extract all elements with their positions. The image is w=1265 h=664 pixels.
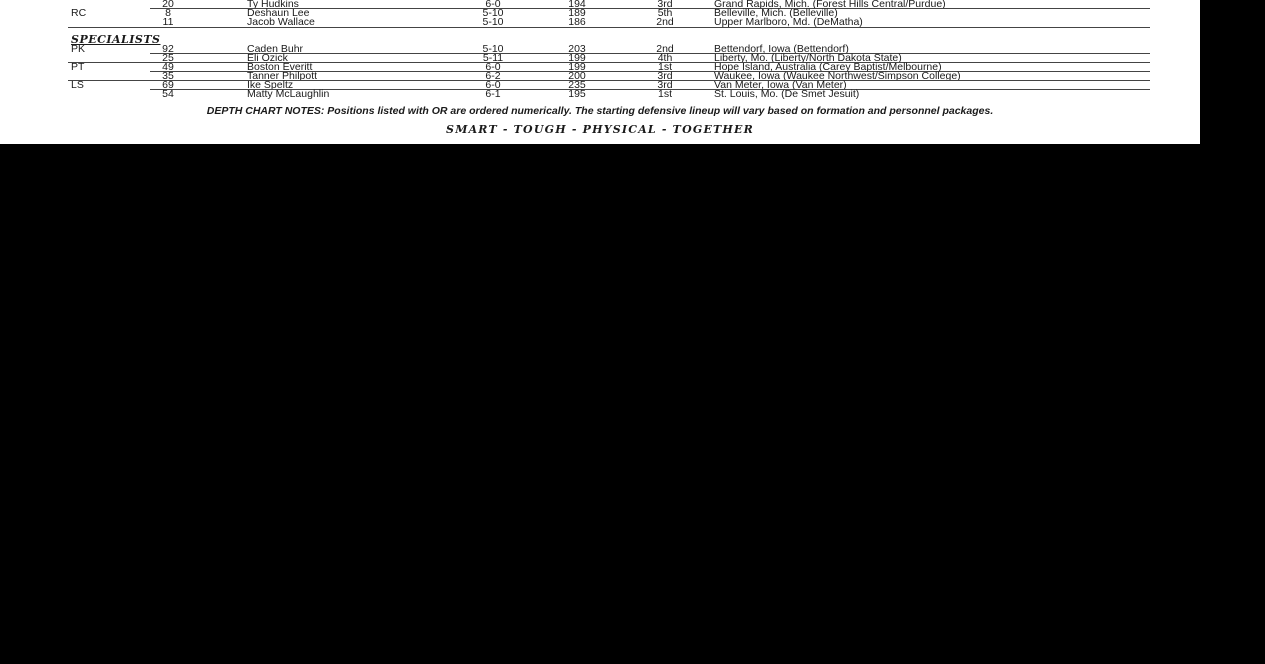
number-cell: 49 <box>162 61 174 73</box>
team-motto: SMART - TOUGH - PHYSICAL - TOGETHER <box>446 123 754 136</box>
player-name-cell: Ike Speltz <box>247 79 294 91</box>
player-name-cell: Ty Hudkins <box>247 0 299 10</box>
weight-cell: 195 <box>568 88 586 100</box>
class-cell: 1st <box>657 88 672 100</box>
player-name-cell: Boston Everitt <box>247 61 313 73</box>
height-cell: 6-1 <box>485 88 501 100</box>
weight-cell: 194 <box>568 0 586 10</box>
group-divider <box>68 27 1150 28</box>
number-cell: 35 <box>162 70 174 82</box>
number-cell: 8 <box>165 7 171 19</box>
section-title-specialists: SPECIALISTS <box>71 33 161 46</box>
height-cell: 5-10 <box>482 7 504 19</box>
height-cell: 5-10 <box>482 43 504 55</box>
weight-cell: 189 <box>568 7 586 19</box>
class-cell: 5th <box>657 7 673 19</box>
hometown-cell: Hope Island, Australia (Carey Baptist/Melbourne) <box>714 61 942 73</box>
hometown-cell: Grand Rapids, Mich. (Forest Hills Central/Purdue) <box>714 0 946 10</box>
weight-cell: 199 <box>568 61 586 73</box>
position-cell: LS <box>71 79 84 91</box>
weight-cell: 186 <box>568 16 586 28</box>
height-cell: 6-0 <box>485 61 501 73</box>
hometown-cell: Belleville, Mich. (Belleville) <box>714 7 838 19</box>
depth-chart-notes: DEPTH CHART NOTES: Positions listed with OR are ordered numerically. The starting defensive lineup will vary based on formation and personnel packages. <box>206 105 994 117</box>
number-cell: 20 <box>162 0 174 10</box>
weight-cell: 203 <box>568 43 586 55</box>
class-cell: 2nd <box>656 16 674 28</box>
class-cell: 3rd <box>657 70 673 82</box>
player-name-cell: Caden Buhr <box>247 43 304 55</box>
height-cell: 6-0 <box>485 0 501 10</box>
height-cell: 6-2 <box>485 70 501 82</box>
player-name-cell: Jacob Wallace <box>247 16 315 28</box>
table-row <box>0 18 1200 27</box>
height-cell: 5-11 <box>482 52 504 64</box>
number-cell: 25 <box>162 52 174 64</box>
player-name-cell: Deshaun Lee <box>247 7 310 19</box>
hometown-cell: Upper Marlboro, Md. (DeMatha) <box>714 16 863 28</box>
hometown-cell: Van Meter, Iowa (Van Meter) <box>714 79 847 91</box>
hometown-cell: Bettendorf, Iowa (Bettendorf) <box>714 43 849 55</box>
weight-cell: 235 <box>568 79 586 91</box>
number-cell: 92 <box>162 43 174 55</box>
weight-cell: 199 <box>568 52 586 64</box>
height-cell: 5-10 <box>482 16 504 28</box>
weight-cell: 200 <box>568 70 586 82</box>
hometown-cell: St. Louis, Mo. (De Smet Jesuit) <box>714 88 860 100</box>
class-cell: 3rd <box>657 79 673 91</box>
class-cell: 4th <box>657 52 673 64</box>
class-cell: 1st <box>657 61 672 73</box>
position-cell: PT <box>71 61 85 73</box>
table-row <box>0 90 1200 99</box>
class-cell: 3rd <box>657 0 673 10</box>
table-row <box>0 9 1200 18</box>
height-cell: 6-0 <box>485 79 501 91</box>
player-name-cell: Eli Ozick <box>247 52 288 64</box>
hometown-cell: Liberty, Mo. (Liberty/North Dakota State) <box>714 52 902 64</box>
position-cell: RC <box>71 7 87 19</box>
player-name-cell: Matty McLaughlin <box>247 88 330 100</box>
class-cell: 2nd <box>656 43 674 55</box>
depth-chart-page <box>0 0 1200 144</box>
hometown-cell: Waukee, Iowa (Waukee Northwest/Simpson College) <box>714 70 961 82</box>
number-cell: 54 <box>162 88 174 100</box>
position-cell: PK <box>71 43 86 55</box>
player-name-cell: Tanner Philpott <box>247 70 318 82</box>
number-cell: 69 <box>162 79 174 91</box>
number-cell: 11 <box>162 16 174 28</box>
